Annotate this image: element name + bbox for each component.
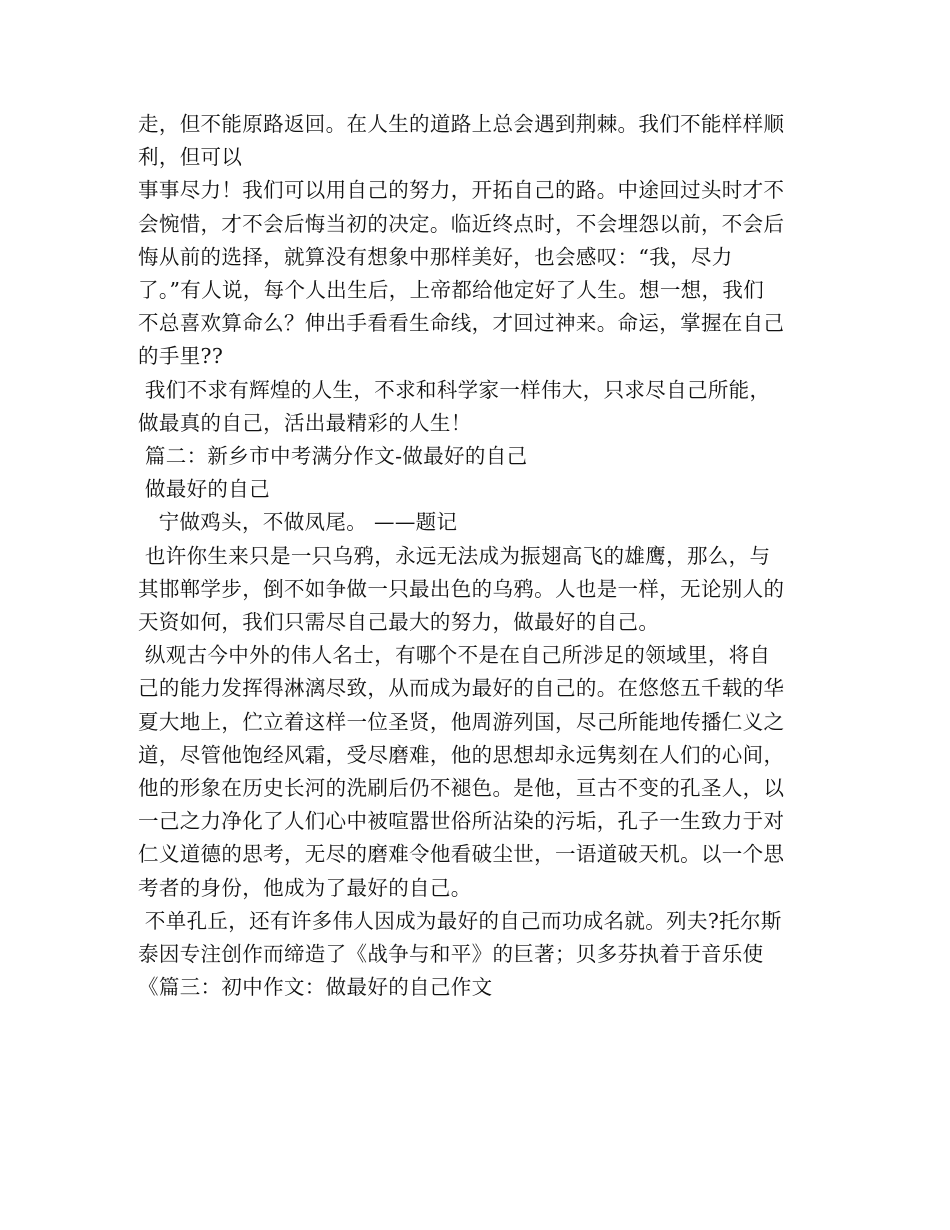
text-line: 做最真的自己，活出最精彩的人生！	[138, 410, 472, 435]
document-body-text	[138, 108, 814, 1004]
text-line: 我们不求有辉煌的人生，不求和科学家一样伟大，只求尽自己所能，	[138, 377, 771, 402]
text-line: 也许你生来只是一只乌鸦，永远无法成为振翅高飞的雄鹰，那么，与	[138, 543, 771, 568]
text-line: 仁义道德的思考，无尽的磨难令他看破尘世，一语道破天机。以一个思	[138, 842, 785, 867]
text-line: 不单孔丘，还有许多伟人因成为最好的自己而功成名就。列夫?托尔斯	[138, 908, 782, 933]
text-line: 的手里??	[138, 344, 224, 369]
text-line: 会惋惜，才不会后悔当初的决定。临近终点时，不会埋怨以前，不会后	[138, 211, 785, 236]
text-line: 纵观古今中外的伟人名士，有哪个不是在自己所涉足的领域里，将自	[138, 643, 771, 668]
text-line: 己的能力发挥得淋漓尽致，从而成为最好的自己的。在悠悠五千载的华	[138, 676, 785, 701]
text-line: 事事尽力！我们可以用自己的努力，开拓自己的路。中途回过头时才不	[138, 178, 785, 203]
text-line: 泰因专注创作而缔造了《战争与和平》的巨著；贝多芬执着于音乐使	[138, 942, 764, 967]
text-line: 他的形象在历史长河的洗刷后仍不褪色。是他，亘古不变的孔圣人，以	[138, 776, 785, 801]
section-heading: 《篇三：初中作文：做最好的自己作文	[138, 975, 493, 1000]
text-line: 了。”有人说，每个人出生后，上帝都给他定好了人生。想一想，我们	[138, 278, 765, 303]
text-line: 不总喜欢算命么？伸出手看看生命线，才回过神来。命运，掌握在自己	[138, 311, 785, 336]
text-line: 走，但不能原路返回。在人生的道路上总会遇到荆棘。我们不能样样顺	[138, 112, 785, 136]
text-line: 悔从前的选择，就算没有想象中那样美好，也会感叹：“我，尽力	[138, 244, 733, 269]
text-line: 道，尽管他饱经风霜，受尽磨难，他的思想却永远隽刻在人们的心间，	[138, 742, 785, 767]
text-line: 天资如何，我们只需尽自己最大的努力，做最好的自己。	[138, 610, 660, 635]
text-line: 一己之力净化了人们心中被喧嚣世俗所沾染的污垢，孔子一生致力于对	[138, 809, 785, 834]
text-line: 利，但可以	[138, 145, 243, 170]
essay-title: 做最好的自己	[138, 477, 270, 502]
section-heading: 篇二：新乡市中考满分作文-做最好的自己	[138, 444, 528, 469]
text-line: 夏大地上，伫立着这样一位圣贤，他周游列国，尽己所能地传播仁义之	[138, 709, 785, 734]
text-line: 考者的身份，他成为了最好的自己。	[138, 875, 472, 900]
epigraph: 宁做鸡头，不做凤尾。 ——题记	[138, 510, 458, 535]
text-line: 其邯郸学步，倒不如争做一只最出色的乌鸦。人也是一样，无论别人的	[138, 576, 785, 601]
